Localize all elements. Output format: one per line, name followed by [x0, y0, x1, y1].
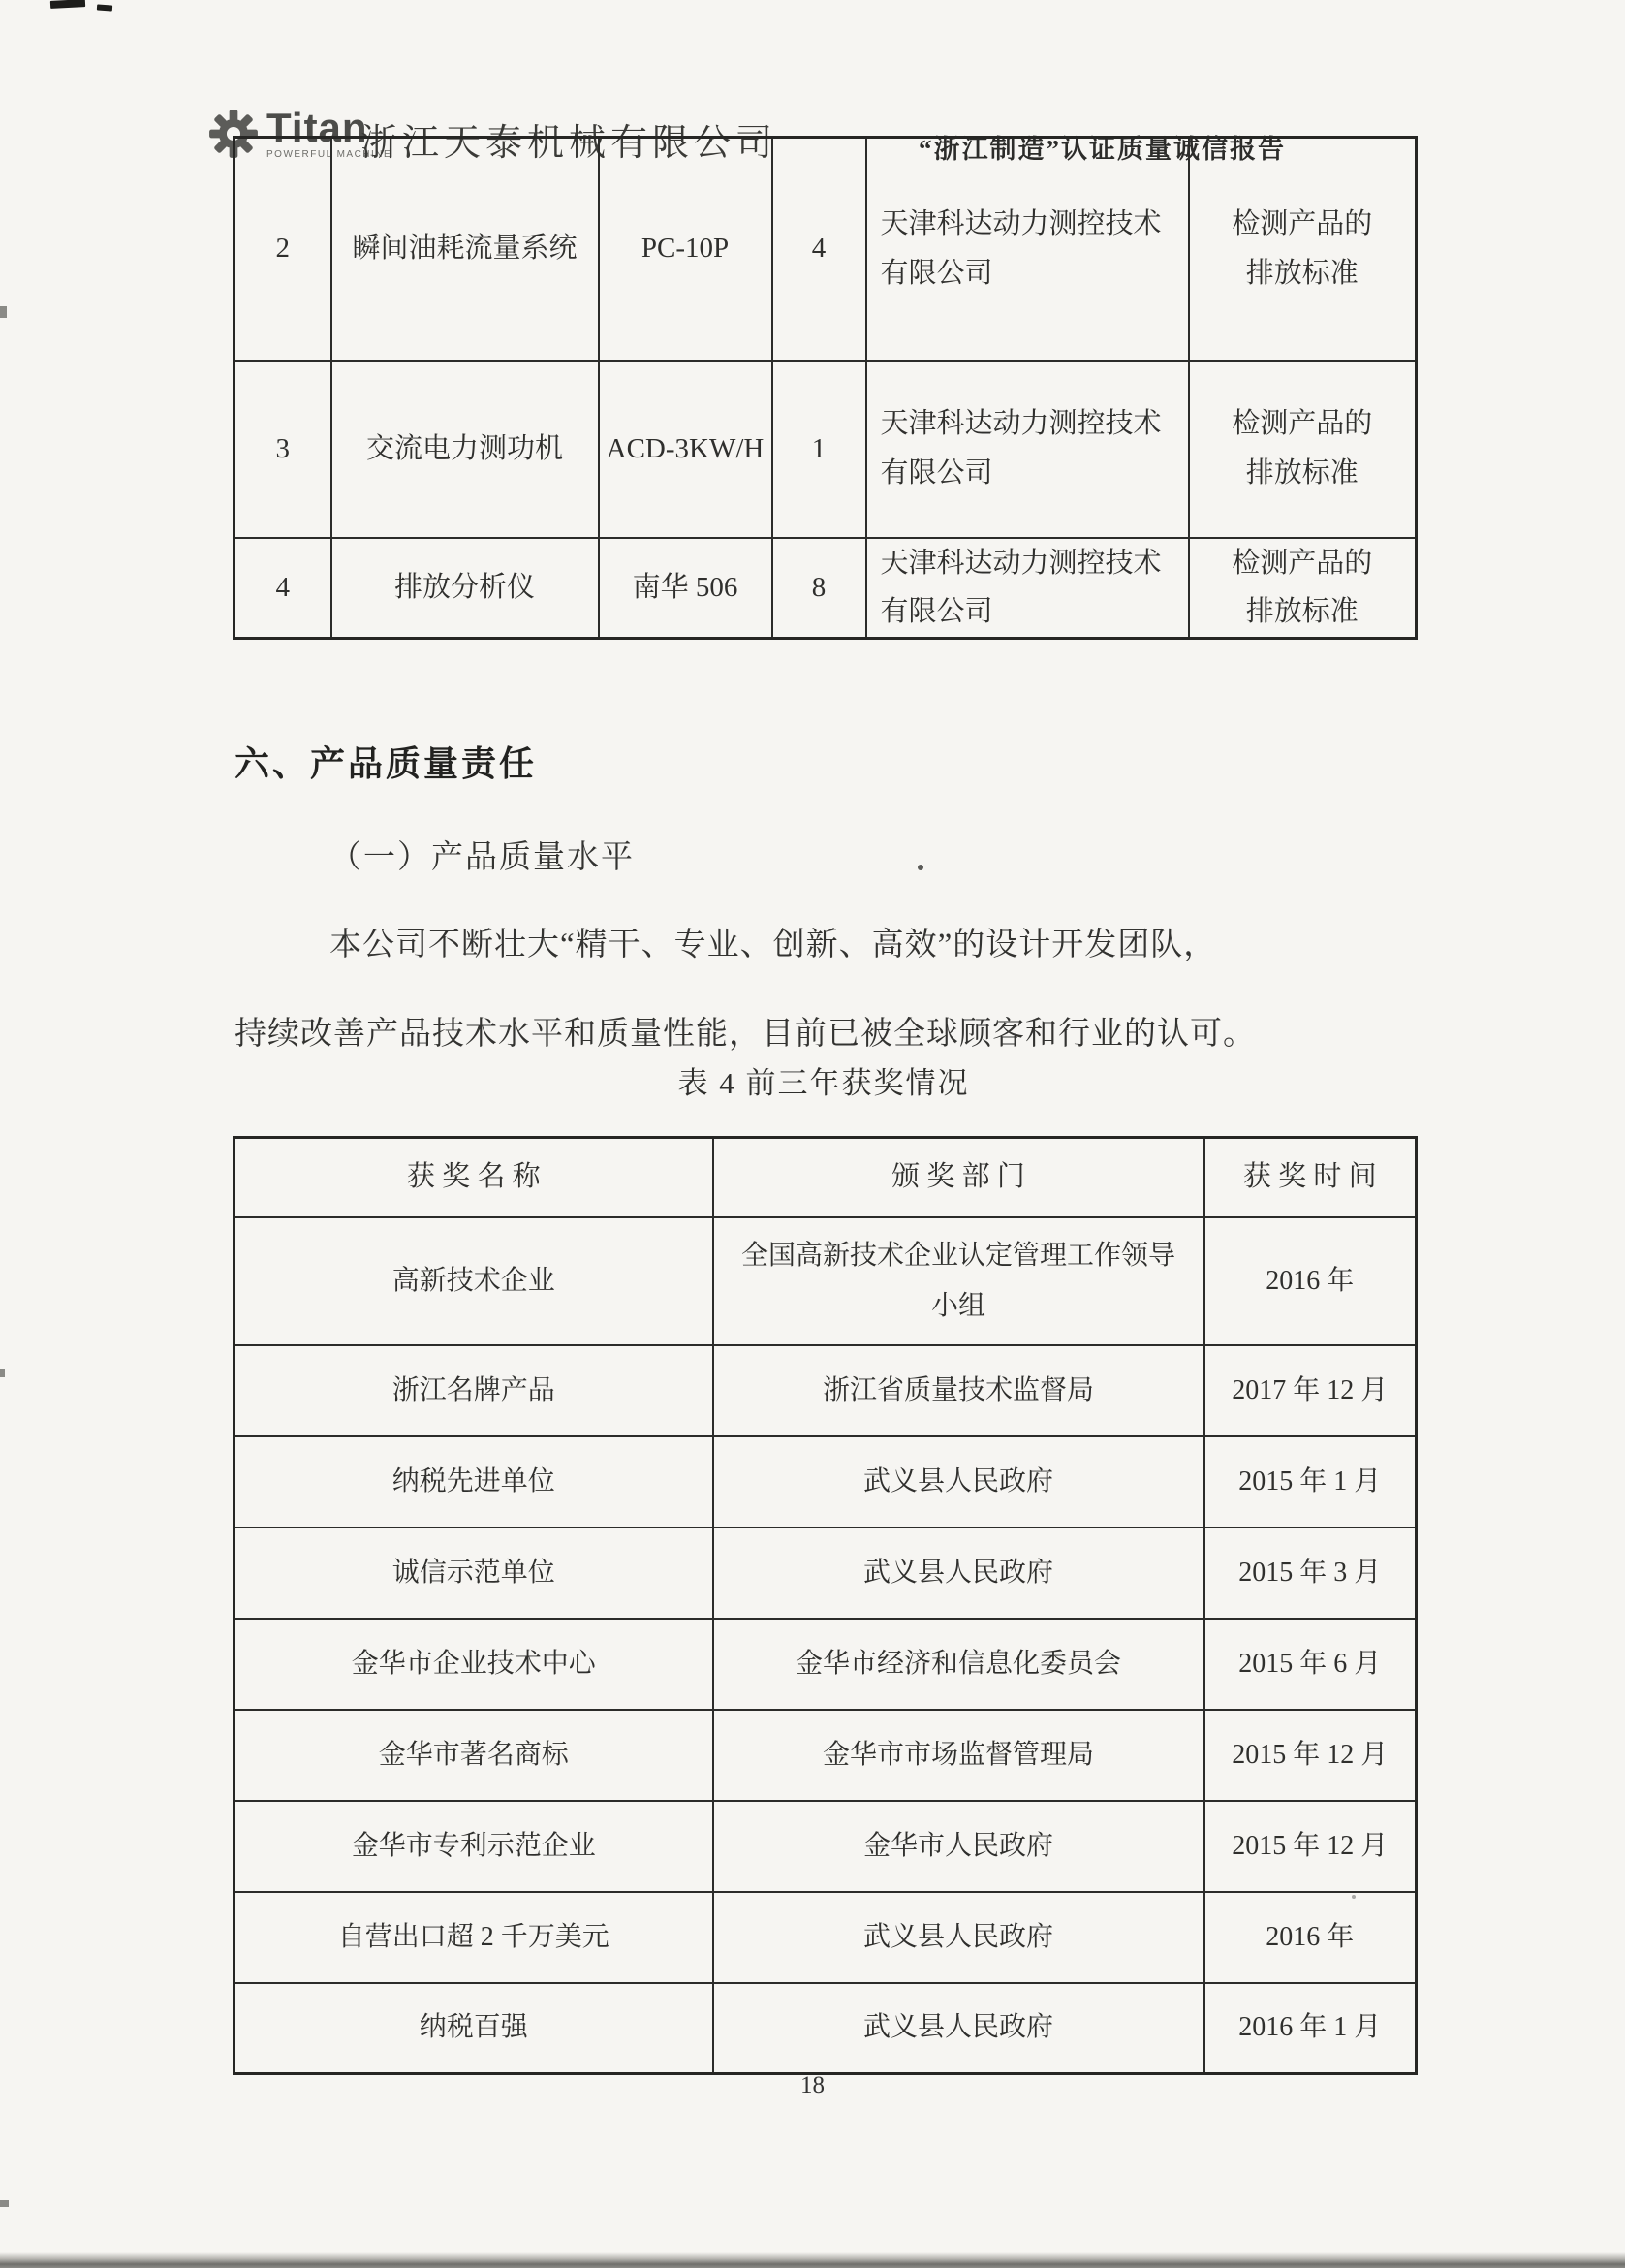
equip-index: 3: [234, 361, 331, 538]
award-name: 浙江名牌产品: [234, 1345, 713, 1436]
scan-speck: [0, 2200, 9, 2207]
equip-purpose: 检测产品的排放标准: [1189, 138, 1417, 361]
equip-manufacturer: 天津科达动力测控技术有限公司: [866, 138, 1189, 361]
scan-bottom-edge: [0, 2252, 1625, 2268]
award-department: 全国高新技术企业认定管理工作领导小组: [713, 1217, 1204, 1345]
award-name: 高新技术企业: [234, 1217, 713, 1345]
table-row: [234, 1619, 1417, 1710]
award-date: 2015 年 1 月: [1204, 1436, 1417, 1528]
table-row: [234, 1710, 1417, 1801]
award-department: 金华市经济和信息化委员会: [713, 1619, 1204, 1710]
award-department: 武义县人民政府: [713, 1892, 1204, 1983]
equip-model: 南华 506: [599, 538, 772, 639]
col-header-award-department: 颁 奖 部 门: [713, 1138, 1204, 1217]
equip-manufacturer: 天津科达动力测控技术有限公司: [866, 361, 1189, 538]
equip-purpose: 检测产品的排放标准: [1189, 538, 1417, 639]
equip-qty: 4: [772, 138, 866, 361]
table-row: [234, 1801, 1417, 1892]
equip-model: PC-10P: [599, 138, 772, 361]
company-name: 浙江天泰机械有限公司: [360, 123, 778, 164]
col-header-award-date: 获 奖 时 间: [1204, 1138, 1417, 1217]
scan-mark: [97, 4, 112, 11]
scan-mark: [50, 0, 85, 9]
award-name: 自营出口超 2 千万美元: [234, 1892, 713, 1983]
table-row: [234, 1983, 1417, 2074]
scan-speck: [0, 1369, 5, 1377]
equip-name: 排放分析仪: [331, 538, 599, 639]
equip-model: ACD-3KW/H: [599, 361, 772, 538]
award-department: 武义县人民政府: [713, 1983, 1204, 2074]
award-date: 2016 年: [1204, 1892, 1417, 1983]
table-row: [234, 1217, 1417, 1345]
table-row: [234, 1892, 1417, 1983]
table-row: [234, 361, 1417, 538]
section-heading: 六、产品质量责任: [234, 743, 538, 783]
award-department: 金华市人民政府: [713, 1801, 1204, 1892]
equip-index: 4: [234, 538, 331, 639]
award-date: 2016 年 1 月: [1204, 1983, 1417, 2074]
table-row: [234, 1345, 1417, 1436]
section-subheading: （一）产品质量水平: [329, 840, 635, 875]
equip-name: 瞬间油耗流量系统: [331, 138, 599, 361]
paragraph-line: 本公司不断壮大“精干、专业、创新、高效”的设计开发团队，: [329, 928, 1217, 962]
award-date: 2015 年 12 月: [1204, 1710, 1417, 1801]
equip-purpose: 检测产品的排放标准: [1189, 361, 1417, 538]
report-title: “浙江制造”认证质量诚信报告: [919, 135, 1286, 164]
award-department: 武义县人民政府: [713, 1528, 1204, 1619]
table-row: [234, 138, 1417, 361]
award-name: 纳税先进单位: [234, 1436, 713, 1528]
award-date: 2015 年 12 月: [1204, 1801, 1417, 1892]
award-date: 2016 年: [1204, 1217, 1417, 1345]
equip-index: 2: [234, 138, 331, 361]
table-header-row: [234, 1138, 1417, 1217]
equip-qty: 1: [772, 361, 866, 538]
table-row: [234, 1436, 1417, 1528]
award-name: 诚信示范单位: [234, 1528, 713, 1619]
award-department: 浙江省质量技术监督局: [713, 1345, 1204, 1436]
award-department: 武义县人民政府: [713, 1436, 1204, 1528]
awards-table: [233, 1136, 1418, 2075]
scan-speck: [0, 306, 7, 318]
logo-brand: Titan: [266, 105, 368, 150]
award-name: 纳税百强: [234, 1983, 713, 2074]
award-date: 2015 年 6 月: [1204, 1619, 1417, 1710]
award-name: 金华市著名商标: [234, 1710, 713, 1801]
equip-qty: 8: [772, 538, 866, 639]
logo-tagline: POWERFUL MACHINE: [266, 149, 392, 160]
table-row: [234, 538, 1417, 639]
award-name: 金华市专利示范企业: [234, 1801, 713, 1892]
awards-table-caption: 表 4 前三年获奖情况: [677, 1066, 970, 1100]
page-number: 18: [800, 2072, 825, 2098]
award-name: 金华市企业技术中心: [234, 1619, 713, 1710]
award-department: 金华市市场监督管理局: [713, 1710, 1204, 1801]
equipment-table: [233, 136, 1418, 640]
award-date: 2017 年 12 月: [1204, 1345, 1417, 1436]
table-row: [234, 1528, 1417, 1619]
col-header-award-name: 获 奖 名 称: [234, 1138, 713, 1217]
equip-manufacturer: 天津科达动力测控技术有限公司: [866, 538, 1189, 639]
scan-speck: [918, 865, 923, 870]
paragraph-line: 持续改善产品技术水平和质量性能，目前已被全球顾客和行业的认可。: [234, 1017, 1256, 1052]
equip-name: 交流电力测功机: [331, 361, 599, 538]
award-date: 2015 年 3 月: [1204, 1528, 1417, 1619]
